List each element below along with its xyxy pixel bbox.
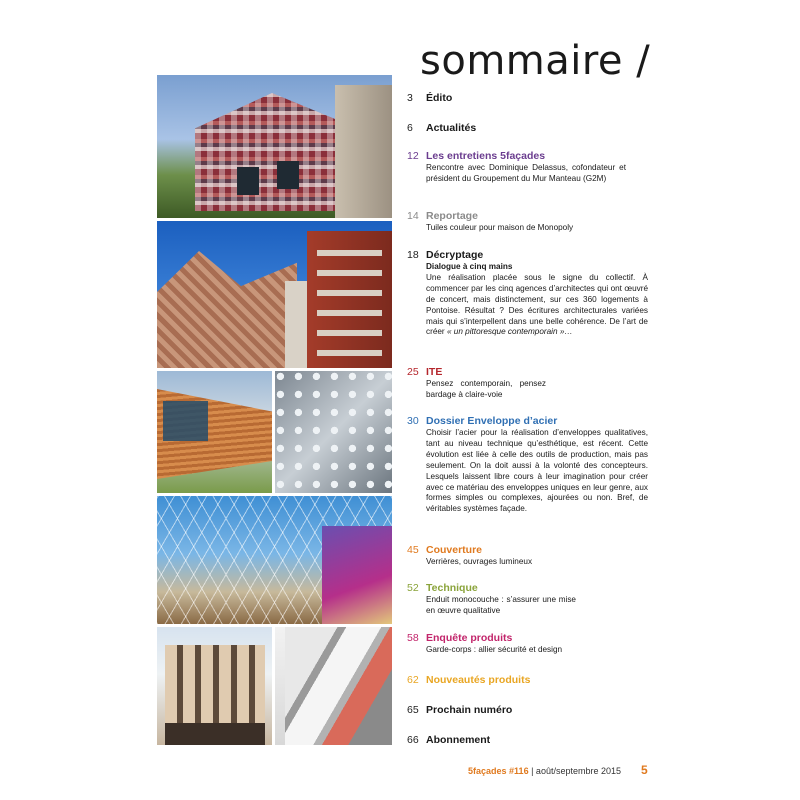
toc-page-number: 66 — [407, 734, 419, 746]
toc-heading: Actualités — [426, 122, 477, 134]
toc-description: Garde-corps : allier sécurité et design — [426, 645, 563, 654]
toc-description-text: Une réalisation placée sous le signe du collectif. À commencer par les cinq agences d’architectes qui ont œuvré de concert, mais distinctement, sur ces 360 logements à Pontoise. Résultat ? Des écritures architecturales variées mais qui s’interpellent dans une belle cohérence. De l’art de créer — [426, 272, 648, 337]
issue-date: | août/septembre 2015 — [531, 766, 621, 776]
toc-page-number: 65 — [407, 704, 419, 716]
photo-steel-panels — [275, 371, 392, 493]
toc-subheading: Dialogue à cinq mains — [426, 262, 513, 271]
toc-heading: Dossier Enveloppe d’acier — [426, 415, 558, 427]
toc-page-number: 30 — [407, 415, 419, 427]
toc-heading: Décryptage — [426, 249, 484, 261]
toc-heading: Couverture — [426, 544, 483, 556]
toc-description: Choisir l’acier pour la réalisation d’enveloppes qualitatives, tant au niveau technique qu’esthétique, est récent. Cette évolution est liée à celle des outils de production, mais pas seulement. On la doit aussi à la volonté des concepteurs. Lesquels laissent libre cours à leur imagination pour créer avec ce matériau des enveloppes uniques en leur genre, aux formes simples ou complexes, ajourées ou non. Bref, de véritables systèmes façade. — [426, 428, 648, 514]
toc-description — [426, 262, 648, 338]
page-title: sommaire / — [420, 38, 651, 84]
toc-page-number: 18 — [407, 249, 419, 261]
toc-page-number: 62 — [407, 674, 419, 686]
photo-column — [157, 75, 392, 745]
toc-heading: ITE — [426, 366, 443, 378]
toc-description: Pensez contemporain, pensez bardage à claire-voie — [426, 379, 546, 399]
photo-wood-cladding — [157, 371, 272, 493]
toc-heading: Enquête produits — [426, 632, 513, 644]
photo-modern-facade — [275, 627, 392, 745]
issue-number: #116 — [509, 766, 529, 776]
toc-heading: Abonnement — [426, 734, 491, 746]
toc-page-number: 45 — [407, 544, 419, 556]
toc-page-number: 58 — [407, 632, 419, 644]
toc-description-quote: « un pittoresque contemporain »… — [446, 327, 573, 337]
toc-page-number: 12 — [407, 150, 419, 162]
toc-page-number: 14 — [407, 210, 419, 222]
toc-heading: Prochain numéro — [426, 704, 513, 716]
toc-heading: Édito — [426, 92, 453, 104]
toc-description: Tuiles couleur pour maison de Monopoly — [426, 223, 574, 232]
magazine-name: 5façades — [468, 766, 507, 776]
toc-page-number: 6 — [407, 122, 413, 134]
page-footer — [468, 766, 621, 776]
toc-description: Verrières, ouvrages lumineux — [426, 557, 533, 566]
photo-housing-blocks — [157, 221, 392, 368]
toc-heading: Les entretiens 5façades — [426, 150, 546, 162]
toc-heading: Reportage — [426, 210, 478, 222]
toc-heading: Nouveautés produits — [426, 674, 531, 686]
toc-description: Enduit monocouche : s’assurer une mise en œuvre qualitative — [426, 595, 576, 615]
photo-glass-roof — [157, 496, 392, 624]
photo-old-building — [157, 627, 272, 745]
photo-tiled-house — [157, 75, 392, 218]
toc-heading: Technique — [426, 582, 478, 594]
toc-page-number: 25 — [407, 366, 419, 378]
toc-page-number: 52 — [407, 582, 419, 594]
toc-page-number: 3 — [407, 92, 413, 104]
toc-description: Rencontre avec Dominique Delassus, cofondateur et président du Groupement du Mur Manteau (G2M) — [426, 163, 626, 183]
page-number: 5 — [641, 763, 648, 777]
